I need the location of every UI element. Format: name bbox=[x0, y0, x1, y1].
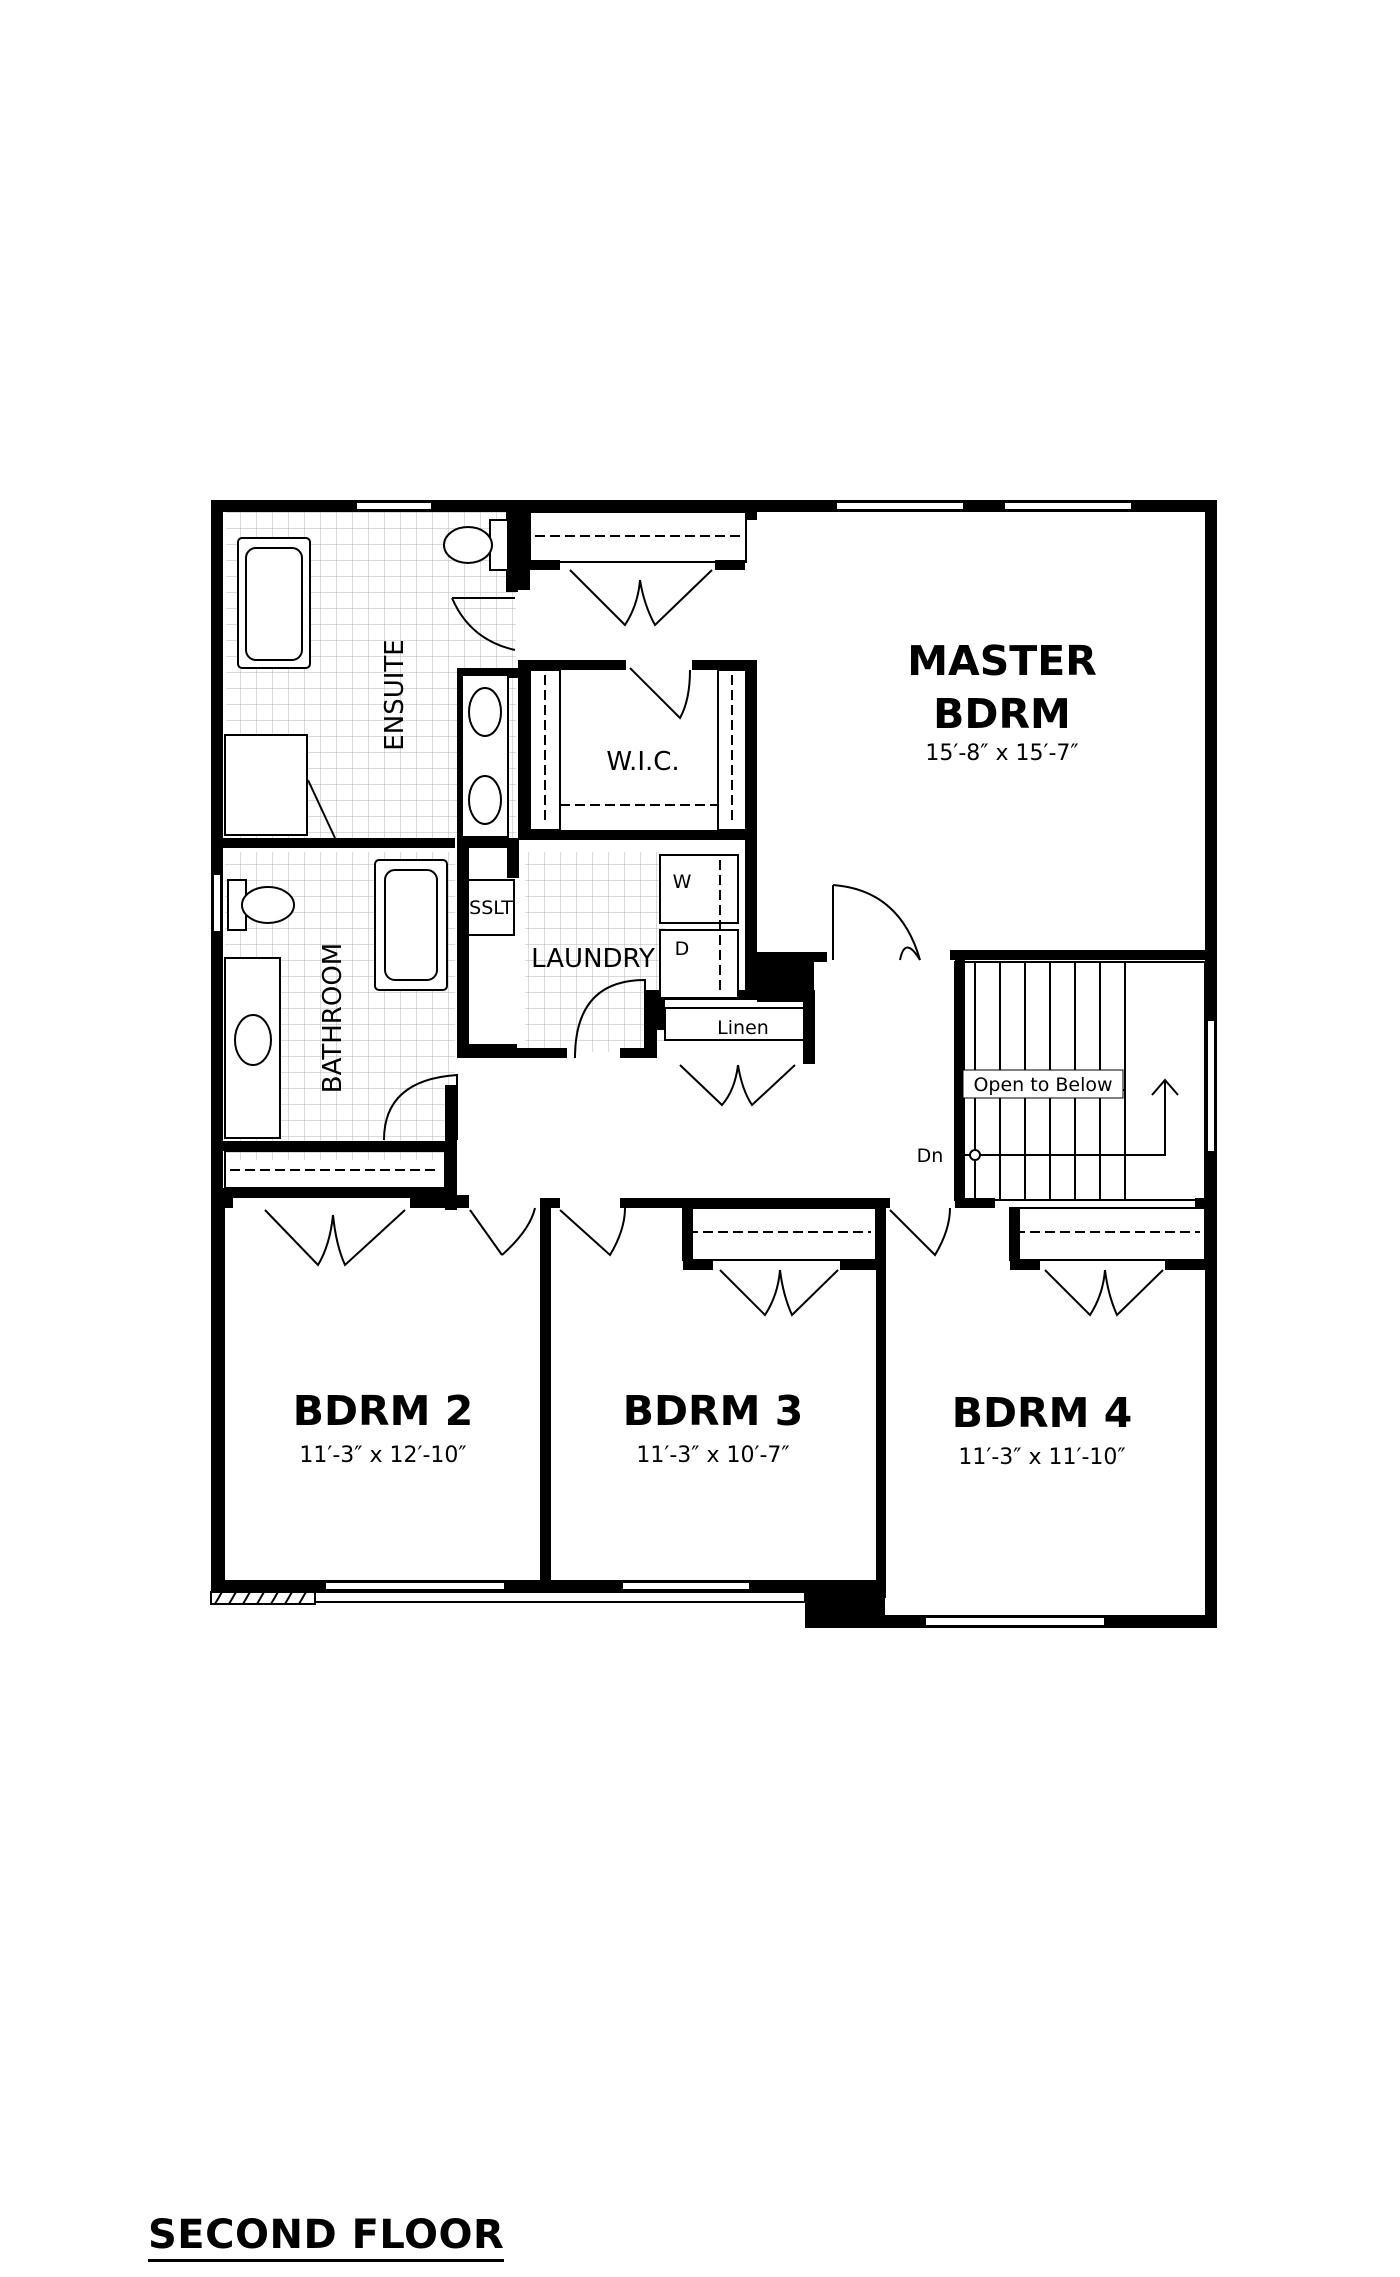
open-to-below-label: Open to Below bbox=[973, 1074, 1113, 1096]
dryer-label: D bbox=[674, 938, 690, 960]
master-bdrm-label-line2: BDRM bbox=[933, 690, 1071, 738]
bdrm3-label: BDRM 3 bbox=[622, 1387, 804, 1435]
laundry-label: LAUNDRY bbox=[531, 944, 655, 974]
master-bdrm-dims: 15′-8″ x 15′-7″ bbox=[925, 741, 1079, 766]
bdrm2-dims: 11′-3″ x 12′-10″ bbox=[299, 1443, 467, 1468]
wic-label: W.I.C. bbox=[606, 747, 680, 777]
stair-down-label: Dn bbox=[916, 1145, 944, 1167]
laundry-sink-label: SSLT bbox=[469, 897, 513, 919]
bdrm4-dims: 11′-3″ x 11′-10″ bbox=[958, 1445, 1126, 1470]
master-bdrm-label: MASTER bbox=[907, 637, 1097, 685]
hatched-wall bbox=[211, 1592, 805, 1604]
floor-title: SECOND FLOOR bbox=[148, 2211, 504, 2262]
ensuite-label: ENSUITE bbox=[380, 639, 410, 751]
washer-label: W bbox=[672, 871, 692, 893]
stair-dn-marker bbox=[970, 1150, 980, 1160]
bdrm4-label: BDRM 4 bbox=[951, 1389, 1133, 1437]
bathroom-label: BATHROOM bbox=[318, 942, 348, 1094]
linen-label: Linen bbox=[717, 1017, 769, 1039]
bdrm3-dims: 11′-3″ x 10′-7″ bbox=[636, 1443, 790, 1468]
bdrm2-label: BDRM 2 bbox=[292, 1387, 474, 1435]
